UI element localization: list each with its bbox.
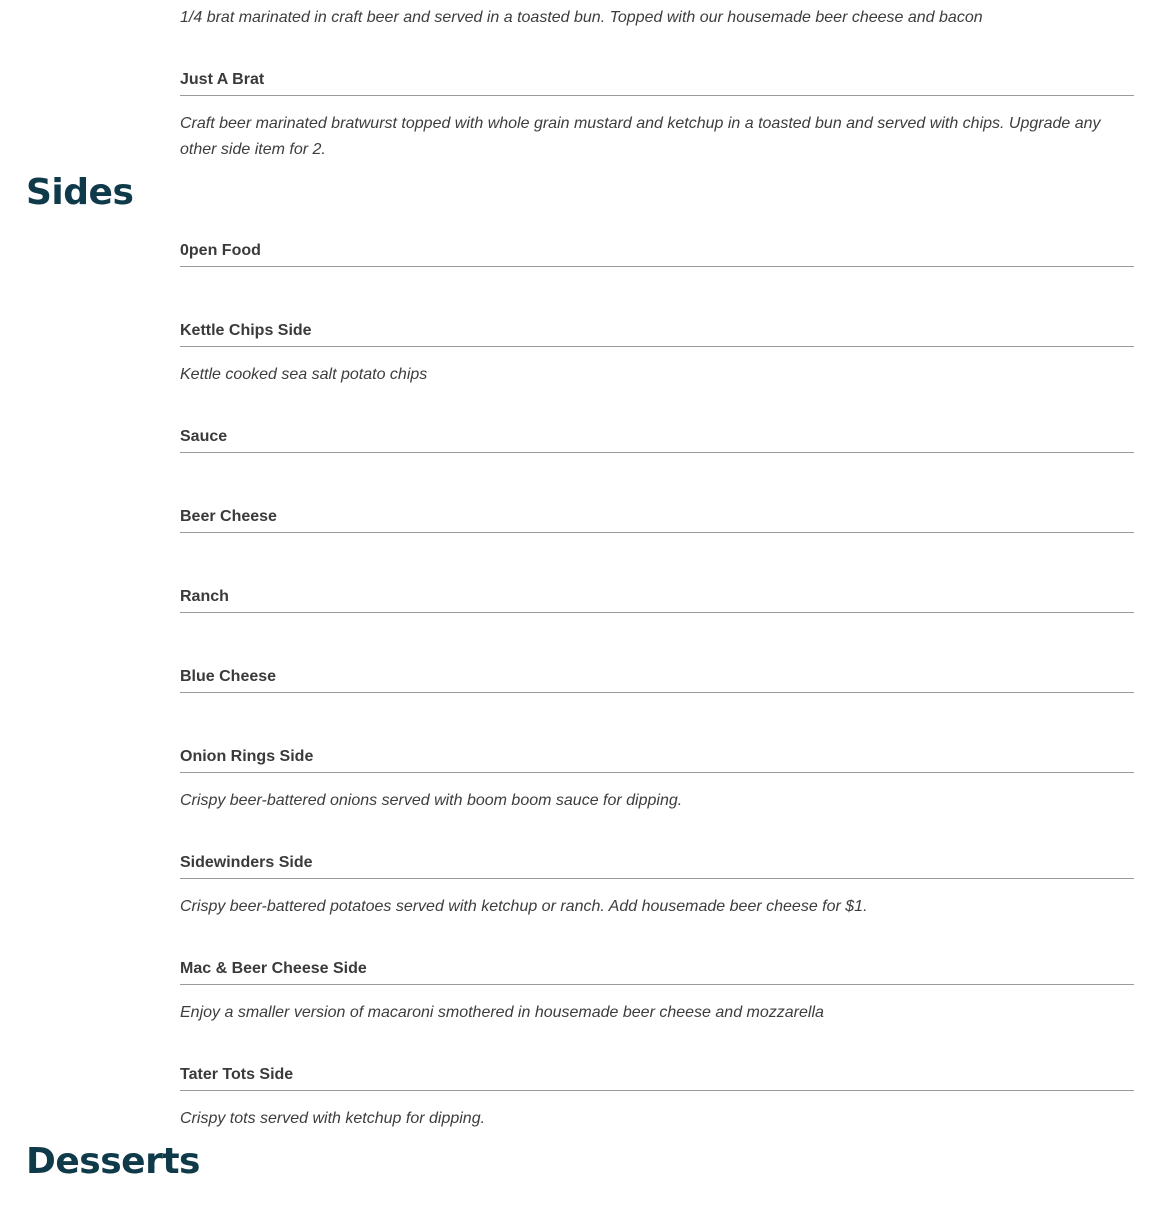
menu-item-description: Crispy tots served with ketchup for dipping. [180,1110,486,1127]
menu-item-title[interactable]: Mac & Beer Cheese Side [180,959,1134,985]
menu-item-title[interactable]: Kettle Chips Side [180,321,1134,347]
section-heading-sides: Sides [26,172,134,213]
menu-item-description: Craft beer marinated bratwurst topped with whole grain mustard and ketchup in a toasted bun and served with chips. Upgrade any other side item for 2. [180,115,1101,158]
menu-item-title[interactable]: Beer Cheese [180,507,1134,533]
menu-item-description: Enjoy a smaller version of macaroni smothered in housemade beer cheese and mozzarella [180,1004,824,1021]
menu-item-description: Kettle cooked sea salt potato chips [180,366,428,383]
menu-item-title[interactable]: Onion Rings Side [180,747,1134,773]
menu-item-title[interactable]: Sidewinders Side [180,853,1134,879]
menu-item-title[interactable]: Sauce [180,427,1134,453]
menu-item-title[interactable]: Ranch [180,587,1134,613]
section-heading-desserts: Desserts [26,1141,200,1182]
menu-item-title[interactable]: Blue Cheese [180,667,1134,693]
menu-item-description: Crispy beer-battered potatoes served with ketchup or ranch. Add housemade beer cheese for $1. [180,898,868,915]
menu-item-title[interactable]: Just A Brat [180,70,1134,96]
menu-item-description: 1/4 brat marinated in craft beer and served in a toasted bun. Topped with our housemade beer cheese and bacon [180,9,983,26]
menu-item-title[interactable]: Tater Tots Side [180,1065,1134,1091]
menu-item-title[interactable]: 0pen Food [180,241,1134,267]
menu-item-description: Crispy beer-battered onions served with boom boom sauce for dipping. [180,792,683,809]
